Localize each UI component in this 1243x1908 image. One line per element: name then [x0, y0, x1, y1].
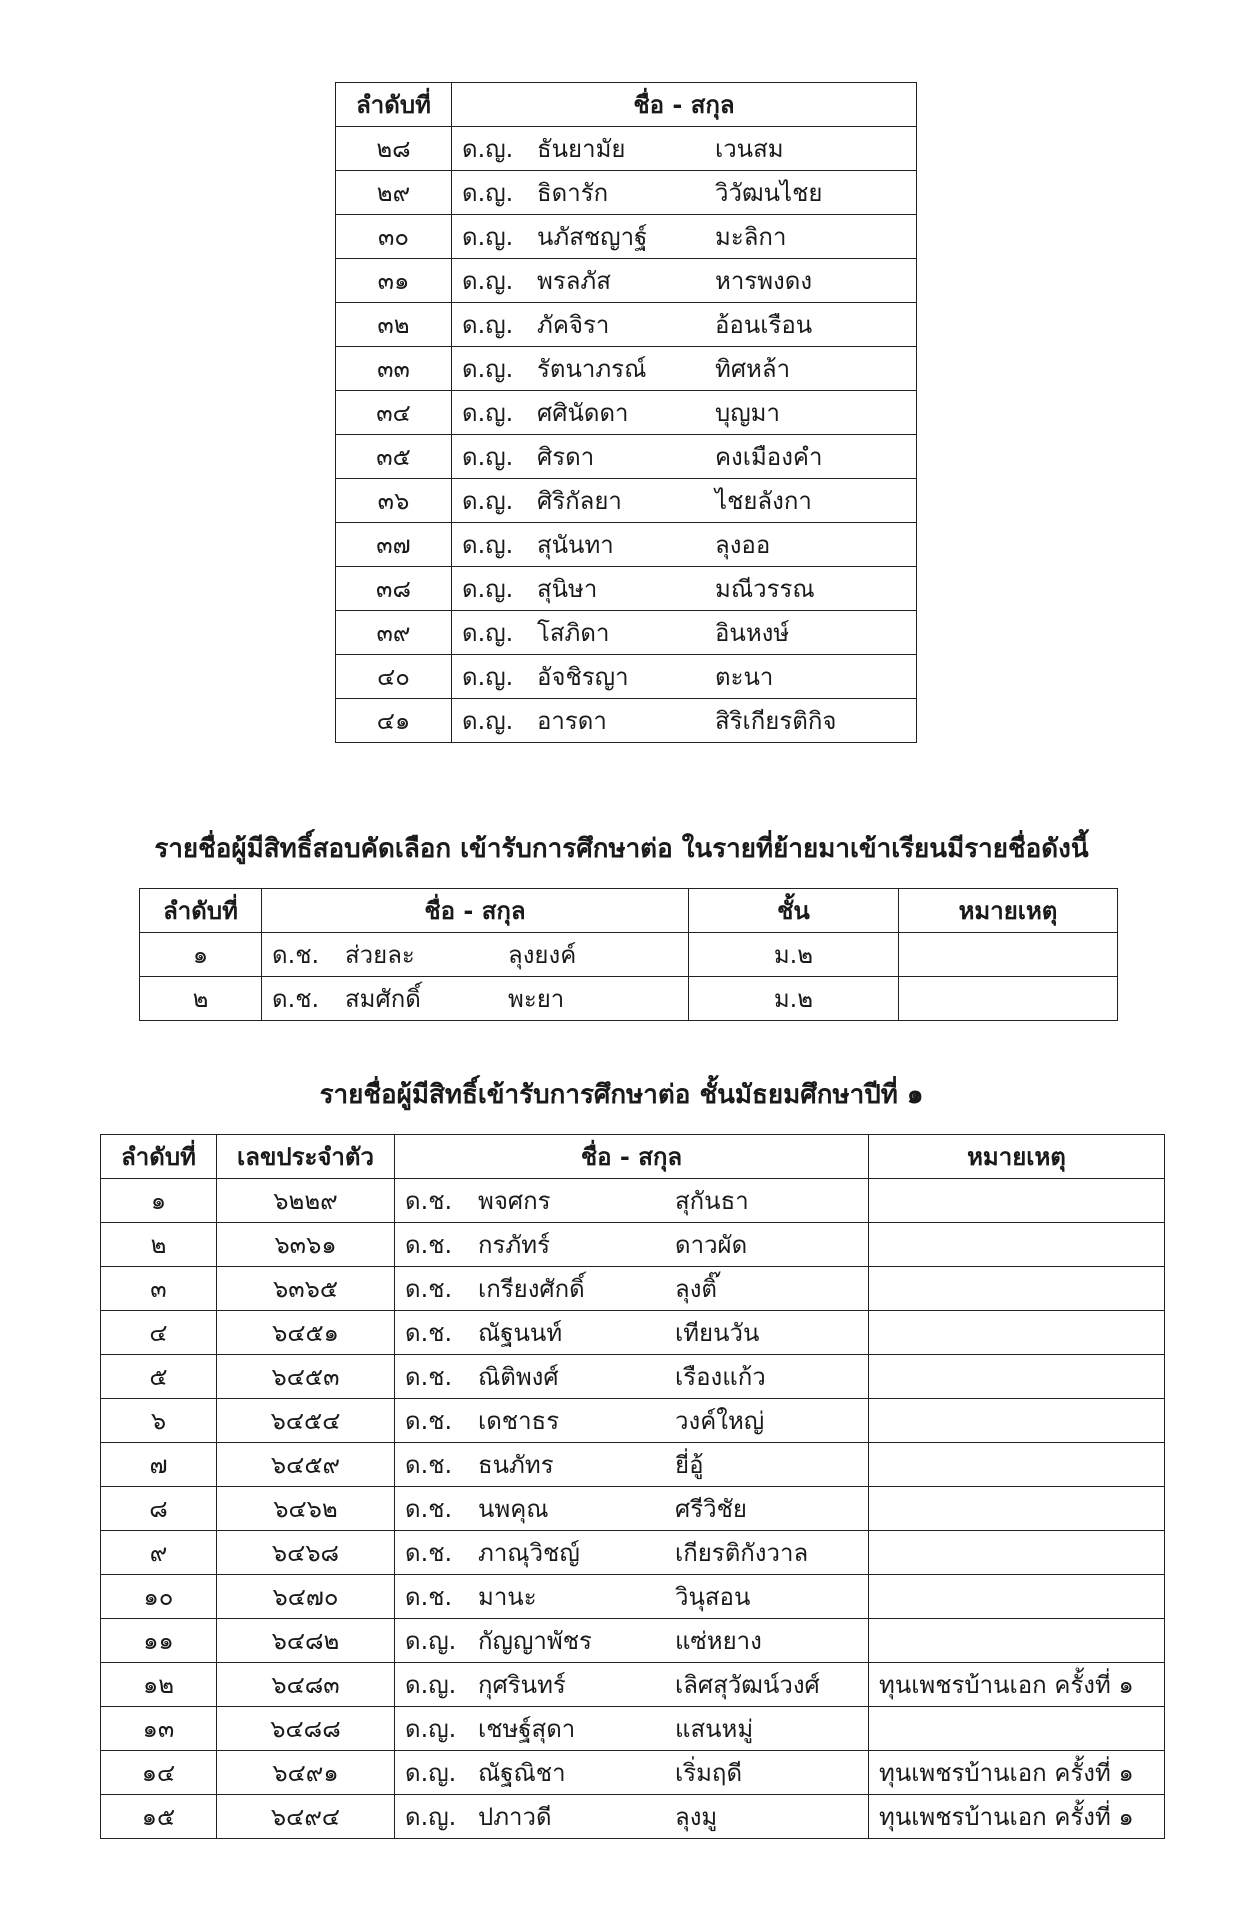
- last-name: อ้อนเรือน: [715, 310, 813, 339]
- first-name: ศิรดา: [537, 442, 595, 471]
- last-name: มะลิกา: [715, 222, 787, 251]
- order-number: ๓: [101, 1267, 217, 1311]
- student-name-cell: [452, 655, 917, 699]
- first-name: ภาณุวิชญ์: [478, 1538, 580, 1567]
- order-number: ๔๐: [336, 655, 452, 699]
- student-name-cell: [395, 1795, 869, 1839]
- name-prefix: ด.ญ.: [462, 178, 514, 207]
- last-name: วินุสอน: [675, 1582, 751, 1611]
- student-name-cell: [395, 1531, 869, 1575]
- last-name: คงเมืองคำ: [715, 442, 823, 471]
- col-header-note: หมายเหตุ: [869, 1135, 1165, 1179]
- col-header-order: ลำดับที่: [101, 1135, 217, 1179]
- table-row: [140, 933, 1118, 977]
- first-name: ธิดารัก: [537, 178, 609, 207]
- note-cell: [869, 1179, 1165, 1223]
- table-row: [336, 699, 917, 743]
- note-cell: [899, 977, 1118, 1021]
- note-cell: [869, 1707, 1165, 1751]
- student-name-cell: [395, 1223, 869, 1267]
- student-name-cell: [395, 1619, 869, 1663]
- first-name: นภัสชญาฐ์: [537, 222, 648, 251]
- first-name: กุศรินทร์: [478, 1670, 566, 1699]
- student-id: ๖๔๕๓: [217, 1355, 395, 1399]
- table-row: [101, 1487, 1165, 1531]
- table-row: [336, 127, 917, 171]
- student-name-cell: [452, 567, 917, 611]
- name-prefix: ด.ญ.: [462, 662, 514, 691]
- order-number: ๓๖: [336, 479, 452, 523]
- student-name-cell: [452, 215, 917, 259]
- table-row: [101, 1663, 1165, 1707]
- first-name: ศิริกัลยา: [537, 486, 622, 515]
- last-name: ลุงออ: [715, 530, 771, 559]
- order-number: ๑๕: [101, 1795, 217, 1839]
- table-header-row: [140, 889, 1118, 933]
- first-name: อัจชิรญา: [537, 662, 629, 691]
- table-row: [336, 435, 917, 479]
- first-name: รัตนาภรณ์: [537, 354, 647, 383]
- note-cell: [869, 1531, 1165, 1575]
- name-prefix: ด.ญ.: [462, 266, 514, 295]
- order-number: ๑๒: [101, 1663, 217, 1707]
- table-row: [336, 259, 917, 303]
- first-name: ณัฐนนท์: [478, 1318, 563, 1347]
- order-number: ๓๑: [336, 259, 452, 303]
- first-name: ธนภัทร: [478, 1450, 554, 1479]
- order-number: ๒: [140, 977, 262, 1021]
- note-cell: [869, 1619, 1165, 1663]
- last-name: ลุงยงค์: [508, 940, 577, 969]
- student-id: ๖๓๖๑: [217, 1223, 395, 1267]
- student-name-cell: [395, 1179, 869, 1223]
- last-name: ดาวผัด: [675, 1230, 748, 1259]
- first-name: ภัคจิรา: [537, 310, 610, 339]
- student-id: ๖๔๖๒: [217, 1487, 395, 1531]
- note-cell: [899, 933, 1118, 977]
- note-cell: [869, 1443, 1165, 1487]
- table-row: [336, 655, 917, 699]
- col-header-name: ชื่อ - สกุล: [262, 889, 689, 933]
- note-cell: ทุนเพชรบ้านเอก ครั้งที่ ๑: [869, 1751, 1165, 1795]
- order-number: ๑๑: [101, 1619, 217, 1663]
- transfer-student-table: [139, 888, 1118, 1021]
- first-name: ส่วยละ: [345, 940, 415, 969]
- student-id: ๖๔๘๓: [217, 1663, 395, 1707]
- last-name: หารพงดง: [715, 266, 813, 295]
- name-prefix: ด.ช.: [272, 940, 320, 969]
- last-name: สิริเกียรติกิจ: [715, 706, 837, 735]
- order-number: ๕: [101, 1355, 217, 1399]
- student-name-cell: [452, 391, 917, 435]
- last-name: ยี่อู้: [675, 1450, 704, 1479]
- order-number: ๓๗: [336, 523, 452, 567]
- table-row: [101, 1707, 1165, 1751]
- student-id: ๖๔๕๔: [217, 1399, 395, 1443]
- first-name: ณิติพงศ์: [478, 1362, 559, 1391]
- table-row: [101, 1443, 1165, 1487]
- name-prefix: ด.ช.: [405, 1538, 453, 1567]
- col-header-grade: ชั้น: [689, 889, 899, 933]
- table-row: [101, 1531, 1165, 1575]
- table-row: [101, 1575, 1165, 1619]
- table-row: [336, 567, 917, 611]
- student-name-cell: [395, 1663, 869, 1707]
- note-cell: [869, 1311, 1165, 1355]
- student-name-cell: [395, 1487, 869, 1531]
- last-name: เกียรติกังวาล: [675, 1538, 809, 1567]
- last-name: ทิศหล้า: [715, 354, 791, 383]
- note-cell: [869, 1575, 1165, 1619]
- student-name-cell: [395, 1267, 869, 1311]
- table-row: [336, 479, 917, 523]
- student-id: ๖๔๙๔: [217, 1795, 395, 1839]
- order-number: ๓๙: [336, 611, 452, 655]
- last-name: เทียนวัน: [675, 1318, 760, 1347]
- student-name-cell: [395, 1575, 869, 1619]
- table-row: [101, 1751, 1165, 1795]
- table-row: [101, 1311, 1165, 1355]
- table-row: [336, 215, 917, 259]
- student-name-cell: [452, 303, 917, 347]
- name-prefix: ด.ช.: [405, 1274, 453, 1303]
- first-name: นพคุณ: [478, 1494, 549, 1523]
- name-prefix: ด.ญ.: [462, 706, 514, 735]
- first-name: มานะ: [478, 1582, 537, 1611]
- student-name-cell: [452, 699, 917, 743]
- col-header-order: ลำดับที่: [140, 889, 262, 933]
- order-number: ๑๐: [101, 1575, 217, 1619]
- order-number: ๙: [101, 1531, 217, 1575]
- table-row: [101, 1223, 1165, 1267]
- last-name: เริ่มฤดี: [675, 1758, 743, 1787]
- name-prefix: ด.ญ.: [462, 618, 514, 647]
- note-cell: [869, 1399, 1165, 1443]
- first-name: ณัฐณิชา: [478, 1758, 566, 1787]
- name-prefix: ด.ช.: [405, 1582, 453, 1611]
- grade1-student-table: [100, 1134, 1165, 1839]
- name-prefix: ด.ญ.: [462, 354, 514, 383]
- table-header-row: [101, 1135, 1165, 1179]
- order-number: ๗: [101, 1443, 217, 1487]
- order-number: ๓๐: [336, 215, 452, 259]
- order-number: ๒: [101, 1223, 217, 1267]
- name-prefix: ด.ญ.: [462, 310, 514, 339]
- order-number: ๑: [101, 1179, 217, 1223]
- student-name-cell: [262, 977, 689, 1021]
- order-number: ๒๙: [336, 171, 452, 215]
- first-name: เดชาธร: [478, 1406, 560, 1435]
- student-name-cell: [395, 1751, 869, 1795]
- student-name-cell: [452, 347, 917, 391]
- student-name-cell: [452, 435, 917, 479]
- order-number: ๖: [101, 1399, 217, 1443]
- table-row: [336, 347, 917, 391]
- order-number: ๒๘: [336, 127, 452, 171]
- grade-level: ม.๒: [689, 977, 899, 1021]
- first-name: เกรียงศักดิ์: [478, 1274, 585, 1303]
- last-name: ศรีวิชัย: [675, 1494, 747, 1523]
- order-number: ๓๒: [336, 303, 452, 347]
- table-row: [140, 977, 1118, 1021]
- student-name-cell: [395, 1443, 869, 1487]
- name-prefix: ด.ญ.: [462, 222, 514, 251]
- first-name: เชษฐ์สุดา: [478, 1714, 576, 1743]
- table-row: [336, 611, 917, 655]
- name-prefix: ด.ญ.: [462, 134, 514, 163]
- name-prefix: ด.ช.: [405, 1450, 453, 1479]
- first-name: กัญญาพัชร: [478, 1626, 592, 1655]
- first-name: โสภิดา: [537, 618, 610, 647]
- first-name: พรลภัส: [537, 266, 611, 295]
- name-prefix: ด.ช.: [272, 984, 320, 1013]
- last-name: ลุงมู: [675, 1802, 718, 1831]
- order-number: ๓๕: [336, 435, 452, 479]
- last-name: อินหงษ์: [715, 618, 790, 647]
- last-name: ลุงติ๊: [675, 1274, 718, 1303]
- order-number: ๑๓: [101, 1707, 217, 1751]
- last-name: วงค์ใหญ่: [675, 1406, 765, 1435]
- note-cell: [869, 1487, 1165, 1531]
- student-name-cell: [395, 1355, 869, 1399]
- student-name-cell: [452, 523, 917, 567]
- student-id: ๖๔๙๑: [217, 1751, 395, 1795]
- table-header-row: [336, 83, 917, 127]
- student-name-cell: [452, 479, 917, 523]
- student-name-cell: [262, 933, 689, 977]
- name-prefix: ด.ญ.: [462, 486, 514, 515]
- name-prefix: ด.ญ.: [405, 1626, 457, 1655]
- col-header-student-id: เลขประจำตัว: [217, 1135, 395, 1179]
- student-name-cell: [395, 1311, 869, 1355]
- name-prefix: ด.ญ.: [405, 1802, 457, 1831]
- student-name-cell: [452, 171, 917, 215]
- table-row: [336, 171, 917, 215]
- order-number: ๔: [101, 1311, 217, 1355]
- student-id: ๖๔๘๘: [217, 1707, 395, 1751]
- order-number: ๓๘: [336, 567, 452, 611]
- first-name: ศศินัดดา: [537, 398, 629, 427]
- first-name: ธันยามัย: [537, 134, 626, 163]
- last-name: วิวัฒนไชย: [715, 178, 823, 207]
- student-id: ๖๓๖๕: [217, 1267, 395, 1311]
- note-cell: [869, 1223, 1165, 1267]
- continued-name-table: [335, 82, 917, 743]
- table-row: [336, 523, 917, 567]
- first-name: พจศกร: [478, 1186, 551, 1215]
- transfer-section-title: รายชื่อผู้มีสิทธิ์สอบคัดเลือก เข้ารับการศึกษาต่อ ในรายที่ย้ายมาเข้าเรียนมีรายชื่อดังนี้: [154, 834, 1089, 864]
- name-prefix: ด.ช.: [405, 1362, 453, 1391]
- name-prefix: ด.ช.: [405, 1230, 453, 1259]
- name-prefix: ด.ญ.: [405, 1670, 457, 1699]
- table-row: [101, 1399, 1165, 1443]
- last-name: พะยา: [508, 984, 565, 1013]
- student-id: ๖๔๕๑: [217, 1311, 395, 1355]
- name-prefix: ด.ช.: [405, 1186, 453, 1215]
- name-prefix: ด.ญ.: [462, 530, 514, 559]
- note-cell: [869, 1355, 1165, 1399]
- last-name: แสนหมู่: [675, 1714, 754, 1743]
- last-name: มณีวรรณ: [715, 574, 815, 603]
- student-name-cell: [452, 259, 917, 303]
- table-row: [101, 1795, 1165, 1839]
- student-name-cell: [452, 611, 917, 655]
- grade1-section-title: รายชื่อผู้มีสิทธิ์เข้ารับการศึกษาต่อ ชั้นมัธยมศึกษาปีที่ ๑: [319, 1080, 924, 1110]
- last-name: บุญมา: [715, 398, 780, 427]
- grade-level: ม.๒: [689, 933, 899, 977]
- name-prefix: ด.ญ.: [462, 574, 514, 603]
- name-prefix: ด.ญ.: [405, 1758, 457, 1787]
- table-row: [101, 1355, 1165, 1399]
- order-number: ๓๔: [336, 391, 452, 435]
- student-id: ๖๔๕๙: [217, 1443, 395, 1487]
- first-name: สมศักดิ์: [345, 984, 421, 1013]
- col-header-note: หมายเหตุ: [899, 889, 1118, 933]
- table-row: [336, 391, 917, 435]
- order-number: ๑๔: [101, 1751, 217, 1795]
- student-id: ๖๒๒๙: [217, 1179, 395, 1223]
- student-name-cell: [395, 1399, 869, 1443]
- student-id: ๖๔๘๒: [217, 1619, 395, 1663]
- last-name: แซ่หยาง: [675, 1626, 762, 1655]
- first-name: ปภาวดี: [478, 1802, 552, 1831]
- name-prefix: ด.ช.: [405, 1406, 453, 1435]
- col-header-name: ชื่อ - สกุล: [395, 1135, 869, 1179]
- last-name: เวนสม: [715, 134, 784, 163]
- note-cell: ทุนเพชรบ้านเอก ครั้งที่ ๑: [869, 1795, 1165, 1839]
- name-prefix: ด.ญ.: [462, 442, 514, 471]
- col-header-order: ลำดับที่: [336, 83, 452, 127]
- first-name: สุนันทา: [537, 530, 614, 559]
- last-name: ไชยลังกา: [715, 486, 812, 515]
- first-name: สุนิษา: [537, 574, 598, 603]
- table-row: [101, 1267, 1165, 1311]
- student-name-cell: [452, 127, 917, 171]
- first-name: กรภัทร์: [478, 1230, 550, 1259]
- last-name: เรืองแก้ว: [675, 1362, 766, 1391]
- last-name: เลิศสุวัฒน์วงศ์: [675, 1670, 820, 1699]
- order-number: ๑: [140, 933, 262, 977]
- order-number: ๔๑: [336, 699, 452, 743]
- order-number: ๓๓: [336, 347, 452, 391]
- last-name: สุกันธา: [675, 1186, 749, 1215]
- name-prefix: ด.ช.: [405, 1494, 453, 1523]
- name-prefix: ด.ญ.: [462, 398, 514, 427]
- table-row: [101, 1179, 1165, 1223]
- student-name-cell: [395, 1707, 869, 1751]
- note-cell: ทุนเพชรบ้านเอก ครั้งที่ ๑: [869, 1663, 1165, 1707]
- student-id: ๖๔๖๘: [217, 1531, 395, 1575]
- order-number: ๘: [101, 1487, 217, 1531]
- name-prefix: ด.ญ.: [405, 1714, 457, 1743]
- student-id: ๖๔๗๐: [217, 1575, 395, 1619]
- last-name: ตะนา: [715, 662, 774, 691]
- table-row: [336, 303, 917, 347]
- name-prefix: ด.ช.: [405, 1318, 453, 1347]
- first-name: อารดา: [537, 706, 607, 735]
- note-cell: [869, 1267, 1165, 1311]
- table-row: [101, 1619, 1165, 1663]
- col-header-name: ชื่อ - สกุล: [452, 83, 917, 127]
